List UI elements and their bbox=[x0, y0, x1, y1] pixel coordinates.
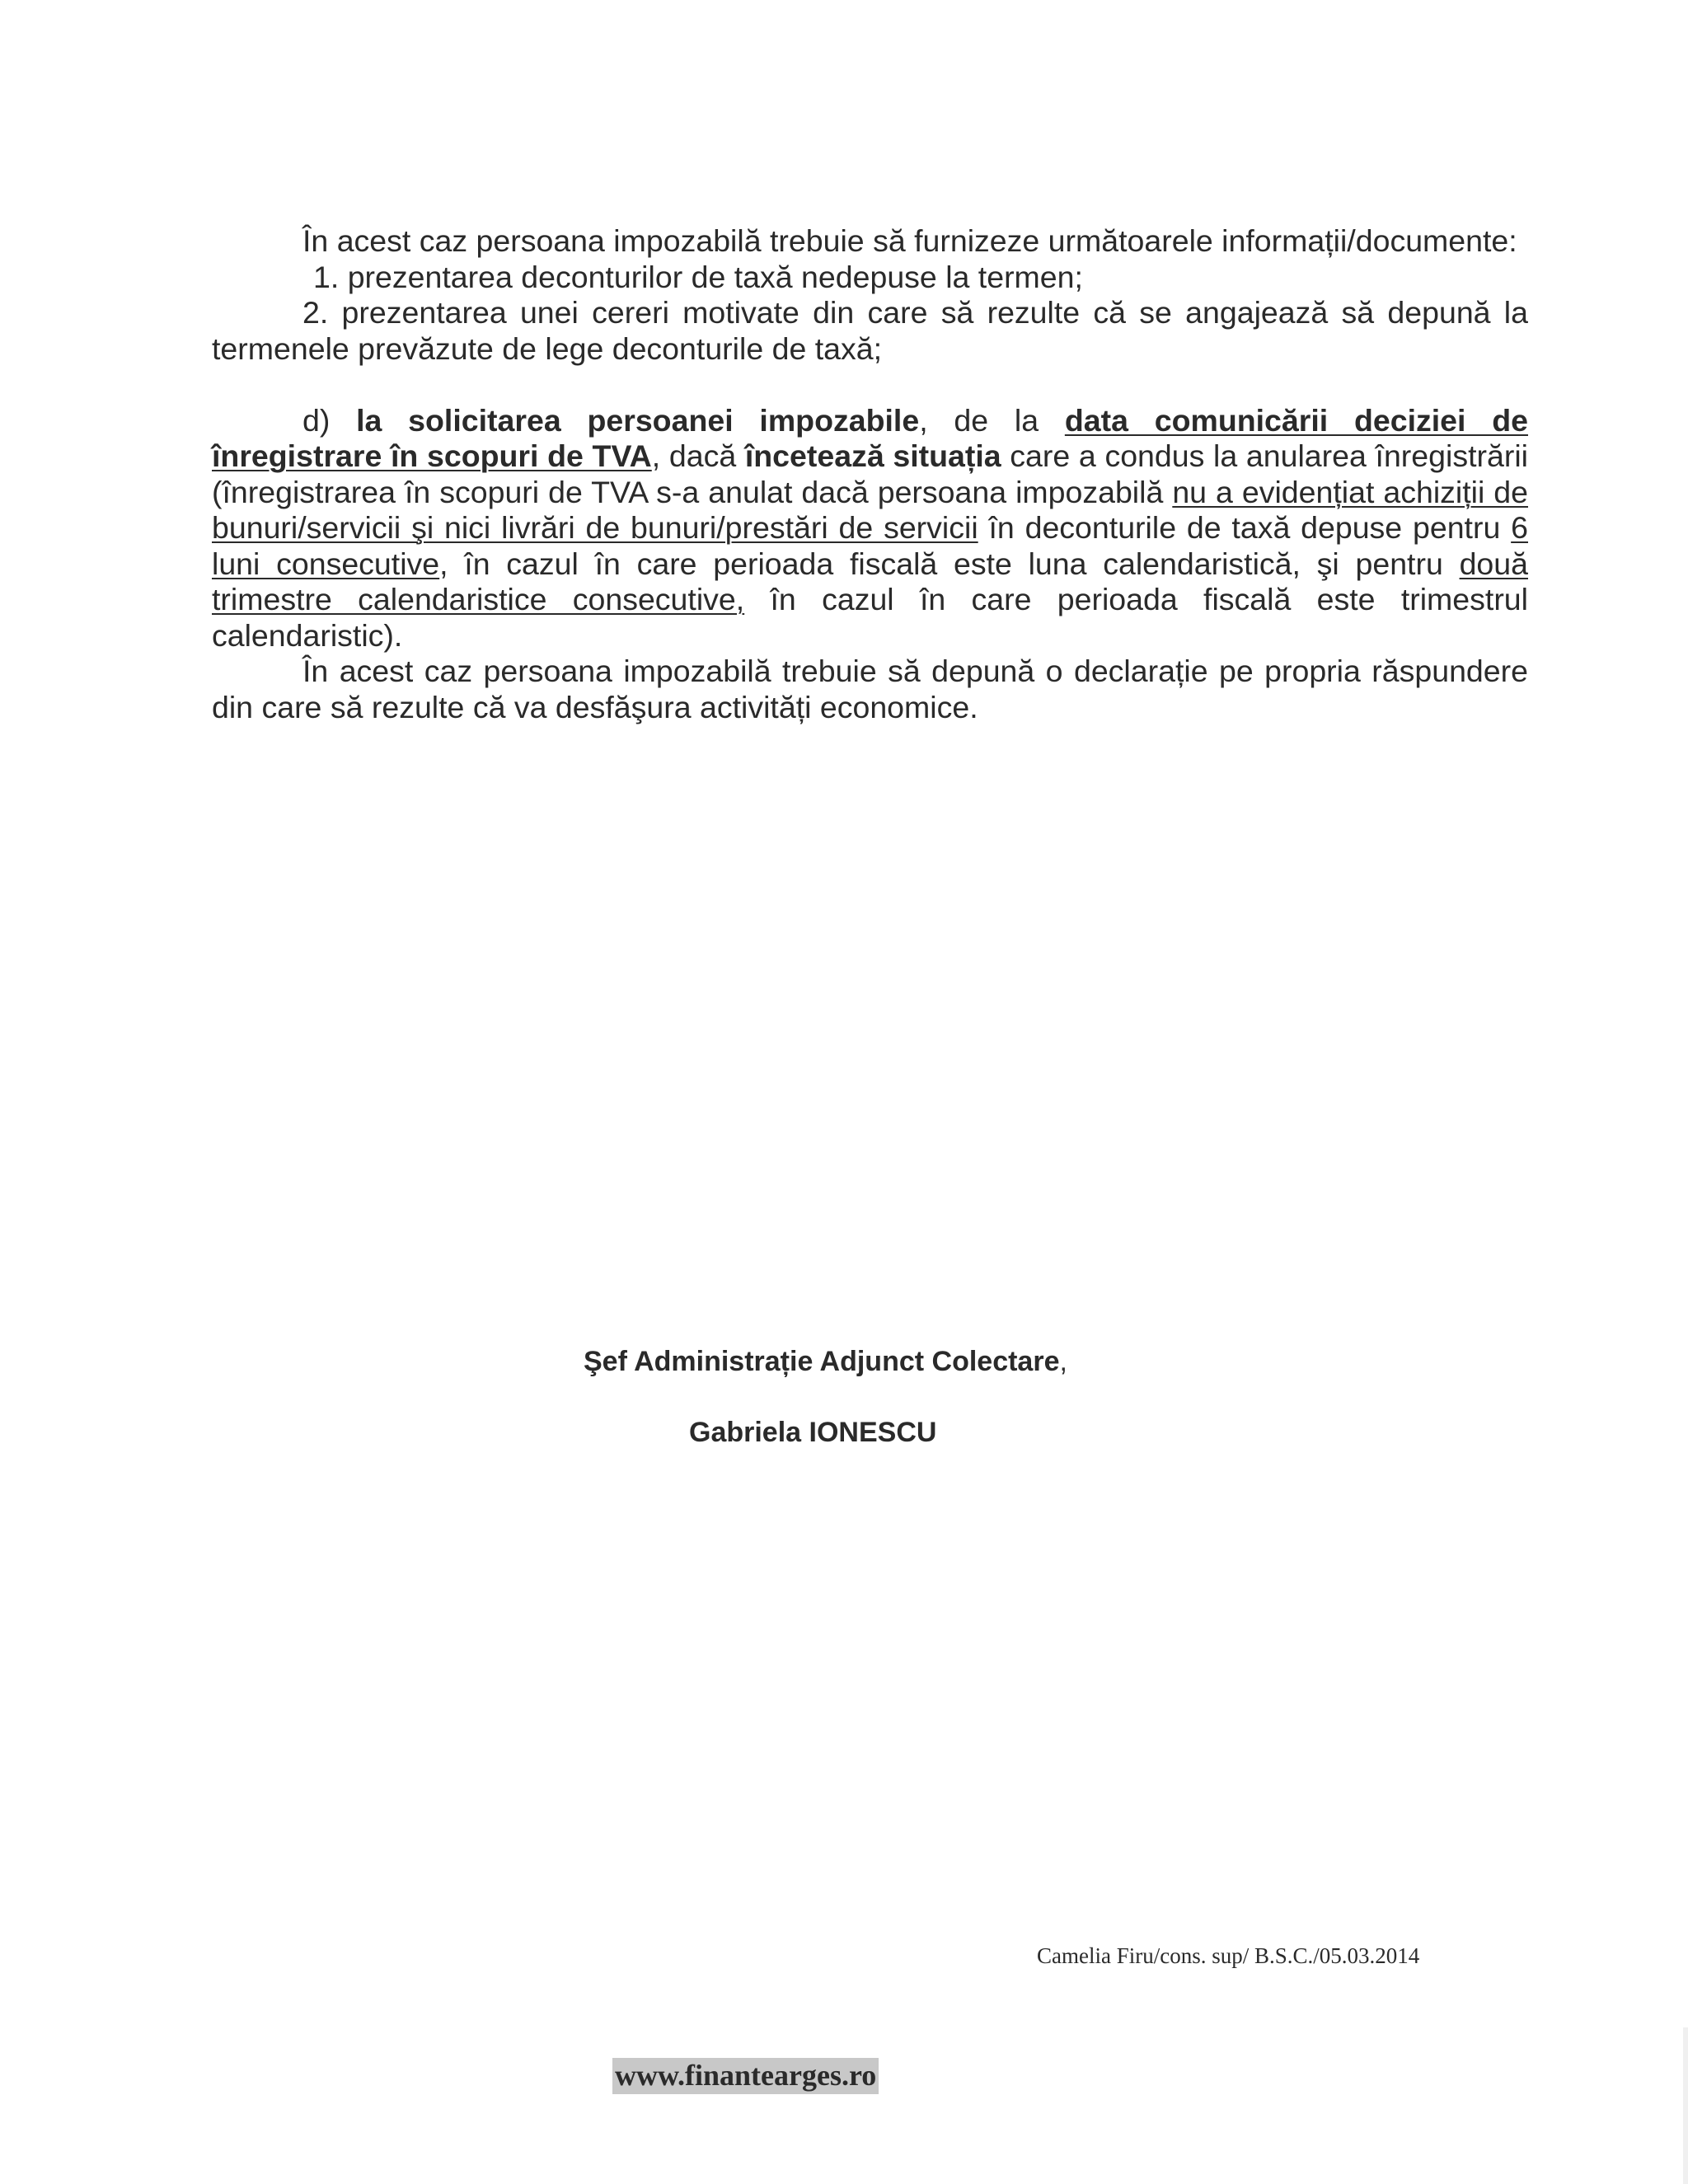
paragraph-spacer bbox=[212, 367, 1528, 403]
underline-no-acquisitions: nu a evidențiat achiziții de bunuri/servicii şi nici livrări de bunuri/prestări de servicii bbox=[212, 474, 1528, 545]
paragraph-d-text: , în cazul în care perioada fiscală este luna calendaristică, şi pentru bbox=[439, 546, 1460, 581]
list-item-1: 1. prezentarea deconturilor de taxă nedepuse la termen; bbox=[313, 259, 1083, 294]
paragraph-d-text: , dacă bbox=[651, 438, 745, 473]
paragraph-d-text: în deconturile de taxă depuse pentru bbox=[978, 510, 1512, 545]
underline-six-months: 6 luni consecutive bbox=[212, 510, 1528, 581]
signature-title bbox=[584, 1345, 1067, 1378]
paragraph-d-marker: d) bbox=[302, 402, 357, 438]
intro-paragraph: În acest caz persoana impozabilă trebuie să furnizeze următoarele informații/documente: bbox=[302, 223, 1517, 258]
list-item-2: 2. prezentarea unei cereri motivate din care să rezulte că se angajează să depună la termenele prevăzute de lege deconturile de taxă; bbox=[212, 295, 1528, 366]
document-body bbox=[212, 223, 1528, 725]
author-reference: Camelia Firu/cons. sup/ B.S.C./05.03.2014 bbox=[1037, 1943, 1420, 1968]
emphasis-decision-date: data comunicării deciziei de înregistrare în scopuri de TVA bbox=[212, 402, 1528, 473]
website-link[interactable]: www.finantearges.ro bbox=[612, 2058, 879, 2094]
signature-name: Gabriela IONESCU bbox=[689, 1417, 937, 1448]
underline-two-quarters: două trimestre calendaristice consecutive, bbox=[212, 546, 1528, 616]
signature-title-text: Şef Administrație Adjunct Colectare bbox=[584, 1346, 1060, 1377]
paragraph-d-text: care a condus la anularea înregistrării (înregistrarea în scopuri de TVA s-a anulat dacă persoana impozabilă bbox=[212, 438, 1528, 509]
paragraph-d-text: , de la bbox=[919, 402, 1065, 438]
final-paragraph: În acest caz persoana impozabilă trebuie să depună o declarație pe propria răspundere din care să rezulte că va desfăşura activități economice. bbox=[212, 654, 1528, 724]
signature-title-comma: , bbox=[1059, 1346, 1067, 1377]
paragraph-d-text: în cazul în care perioada fiscală este trimestrul calendaristic). bbox=[212, 582, 1528, 653]
paragraph-d bbox=[212, 403, 1528, 654]
emphasis-request: la solicitarea persoanei impozabile bbox=[356, 402, 920, 438]
page-edge-shade bbox=[1683, 2027, 1688, 2184]
emphasis-situation-ends: încetează situația bbox=[744, 438, 1001, 473]
